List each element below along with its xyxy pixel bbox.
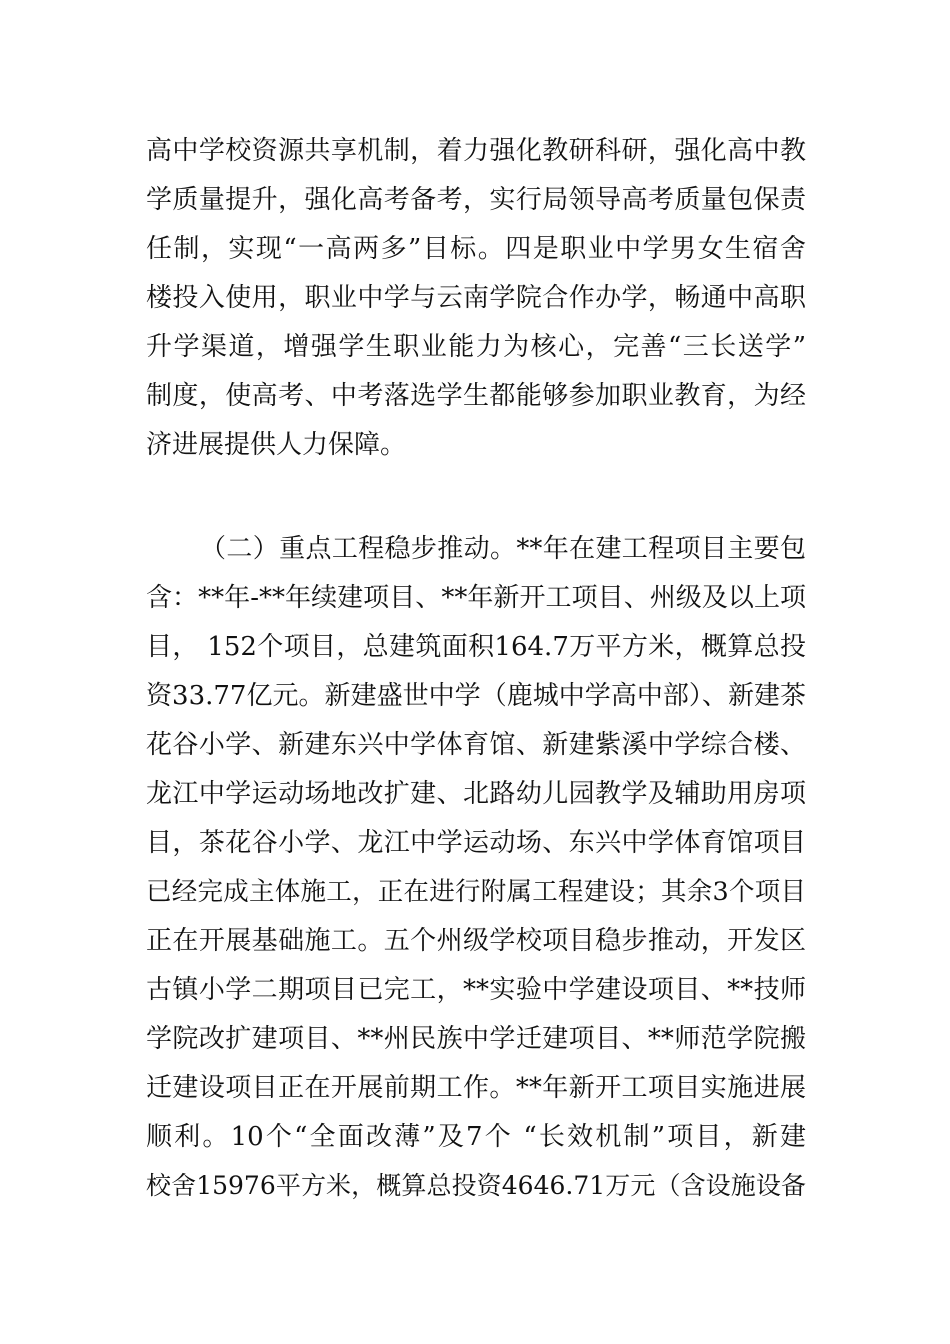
text-line: 顺利。10个“全面改薄”及7个 “长效机制”项目，新建 bbox=[146, 1122, 806, 1152]
text-line: 已经完成主体施工，正在进行附属工程建设；其余3个项目 bbox=[146, 877, 806, 907]
text-line: 资33.77亿元。新建盛世中学（鹿城中学高中部）、新建茶 bbox=[146, 681, 806, 711]
text-line: 正在开展基础施工。五个州级学校项目稳步推动，开发区 bbox=[146, 926, 806, 956]
text-line: 升学渠道，增强学生职业能力为核心，完善“三长送学” bbox=[146, 332, 806, 362]
text-line: （二）重点工程稳步推动。**年在建工程项目主要包 bbox=[200, 534, 806, 564]
text-line: 楼投入使用，职业中学与云南学院合作办学，畅通中高职 bbox=[146, 283, 806, 313]
text-line: 制度，使高考、中考落选学生都能够参加职业教育，为经 bbox=[146, 381, 806, 411]
text-line: 龙江中学运动场地改扩建、北路幼儿园教学及辅助用房项 bbox=[146, 779, 806, 809]
text-line: 学院改扩建项目、**州民族中学迁建项目、**师范学院搬 bbox=[146, 1024, 806, 1054]
text-line: 目， 152个项目，总建筑面积164.7万平方米，概算总投 bbox=[146, 632, 806, 662]
text-line: 济进展提供人力保障。 bbox=[146, 430, 407, 460]
text-line: 含：**年-**年续建项目、**年新开工项目、州级及以上项 bbox=[146, 583, 806, 613]
text-line: 任制，实现“一高两多”目标。四是职业中学男女生宿舍 bbox=[146, 234, 806, 264]
text-line: 学质量提升，强化高考备考，实行局领导高考质量包保责 bbox=[146, 185, 806, 215]
text-line: 迁建设项目正在开展前期工作。**年新开工项目实施进展 bbox=[146, 1073, 806, 1103]
text-line: 古镇小学二期项目已完工，**实验中学建设项目、**技师 bbox=[146, 975, 806, 1005]
text-line: 校舍15976平方米，概算总投资4646.71万元（含设施设备 bbox=[146, 1171, 806, 1200]
text-line: 花谷小学、新建东兴中学体育馆、新建紫溪中学综合楼、 bbox=[146, 730, 806, 760]
text-line: 目，茶花谷小学、龙江中学运动场、东兴中学体育馆项目 bbox=[146, 828, 806, 858]
text-line: 高中学校资源共享机制，着力强化教研科研，强化高中教 bbox=[146, 136, 806, 166]
